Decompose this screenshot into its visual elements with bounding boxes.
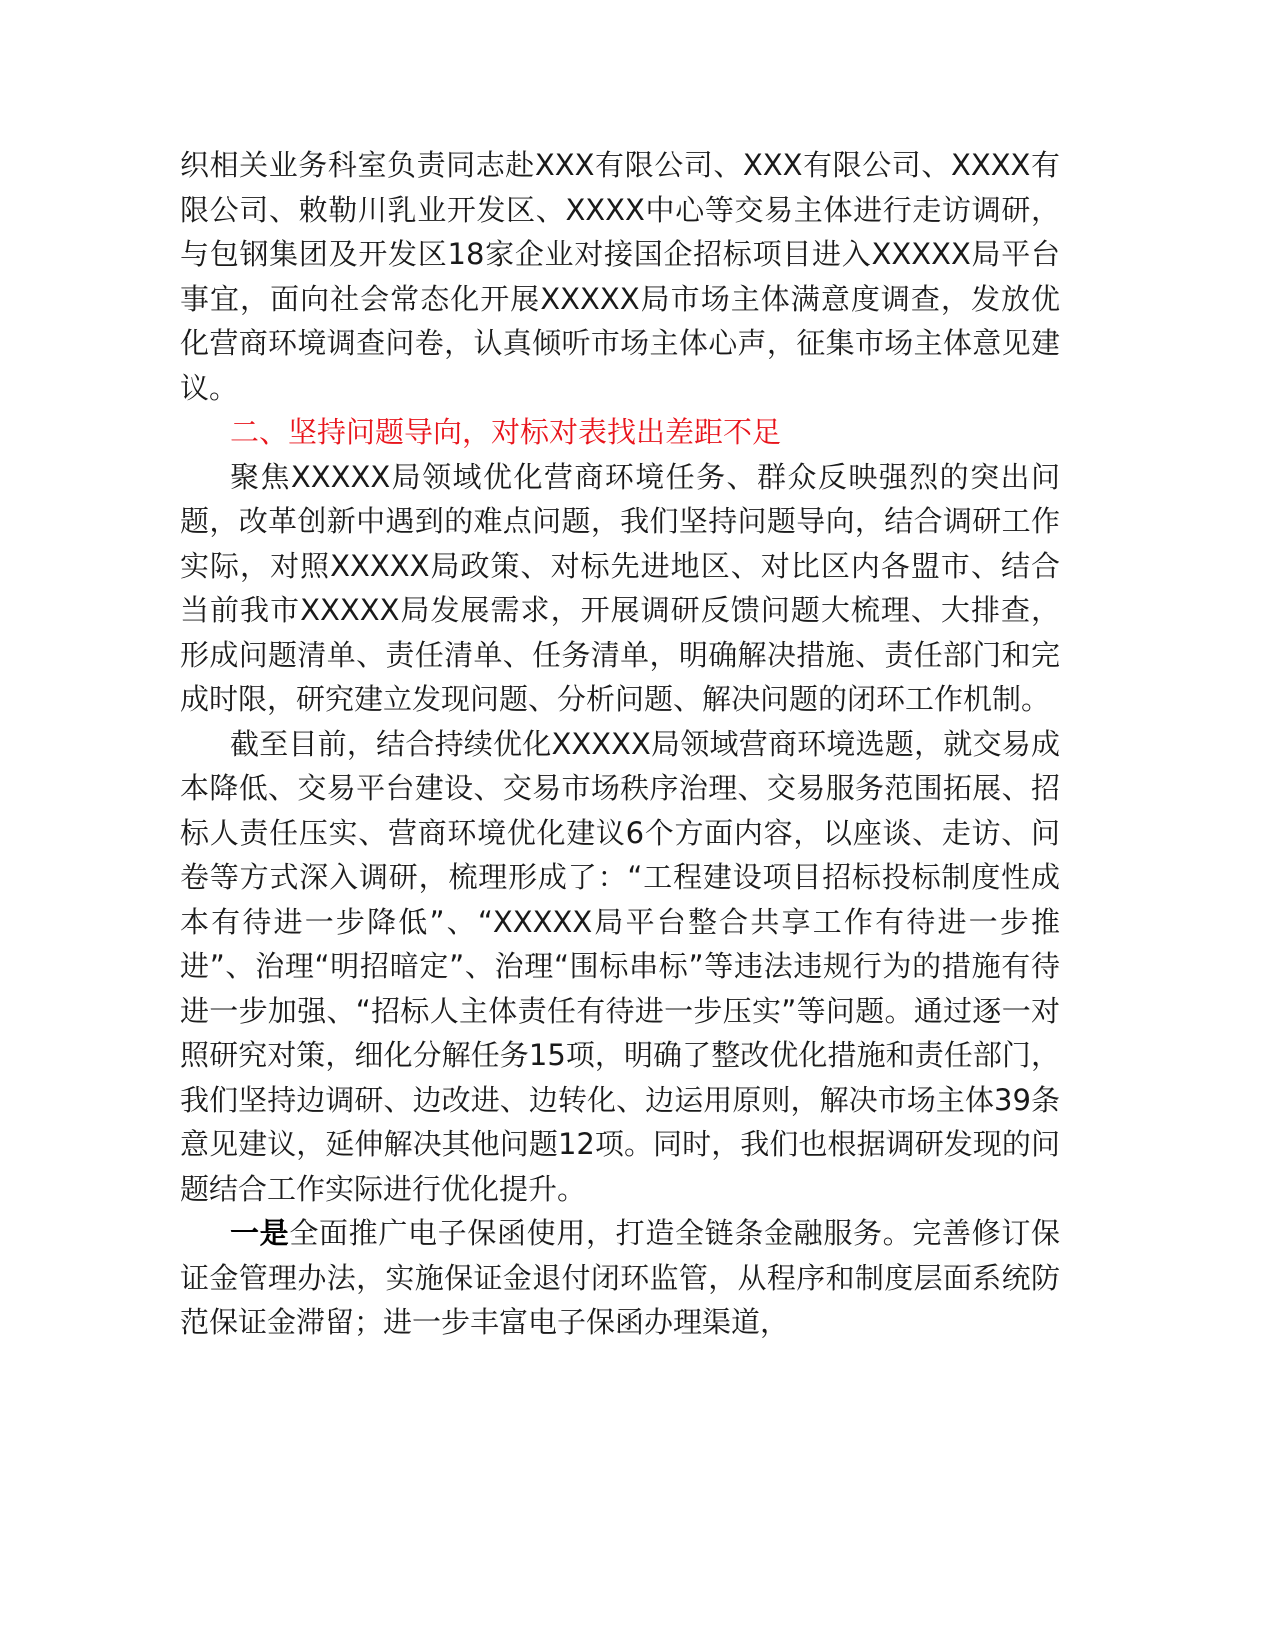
measure-lead-label: 一是 <box>230 1216 290 1250</box>
paragraph-measure-one <box>180 1211 1060 1345</box>
section-heading: 二、坚持问题导向，对标对表找出差距不足 <box>230 415 782 449</box>
measure-text: 全面推广电子保函使用，打造全链条金融服务。完善修订保证金管理办法，实施保证金退付闭环监管，从程序和制度层面系统防范保证金滞留；进一步丰富电子保函办理渠道， <box>180 1216 1060 1339</box>
paragraph-problem-orientation: 聚焦XXXXX局领域优化营商环境任务、群众反映强烈的突出问题，改革创新中遇到的难点问题，我们坚持问题导向，结合调研工作实际，对照XXXXX局政策、对标先进地区、对比区内各盟市、结合当前我市XXXXX局发展需求，开展调研反馈问题大梳理、大排查，形成问题清单、责任清单、任务清单，明确解决措施、责任部门和完成时限，研究建立发现问题、分析问题、解决问题的闭环工作机制。 <box>180 459 1060 716</box>
paragraph-progress: 截至目前，结合持续优化XXXXX局领域营商环境选题，就交易成本降低、交易平台建设、交易市场秩序治理、交易服务范围拓展、招标人责任压实、营商环境优化建议6个方面内容，以座谈、走访、问卷等方式深入调研，梳理形成了：“工程建设项目招标投标制度性成本有待进一步降低”、“XXXXX局平台整合共享工作有待进一步推进”、治理“明招暗定”、治理“围标串标”等违法违规行为的措施有待进一步加强、“招标人主体责任有待进一步压实”等问题。通过逐一对照研究对策，细化分解任务15项，明确了整改优化措施和责任部门，我们坚持边调研、边改进、边转化、边运用原则，解决市场主体39条意见建议，延伸解决其他问题12项。同时，我们也根据调研发现的问题结合工作实际进行优化提升。 <box>180 726 1060 1206</box>
document-page <box>180 143 1060 1345</box>
paragraph-visits: 织相关业务科室负责同志赴XXX有限公司、XXX有限公司、XXXX有限公司、敕勒川乳业开发区、XXXX中心等交易主体进行走访调研，与包钢集团及开发区18家企业对接国企招标项目进入XXXXX局平台事宜，面向社会常态化开展XXXXX局市场主体满意度调查，发放优化营商环境调查问卷，认真倾听市场主体心声，征集市场主体意见建议。 <box>180 148 1060 405</box>
